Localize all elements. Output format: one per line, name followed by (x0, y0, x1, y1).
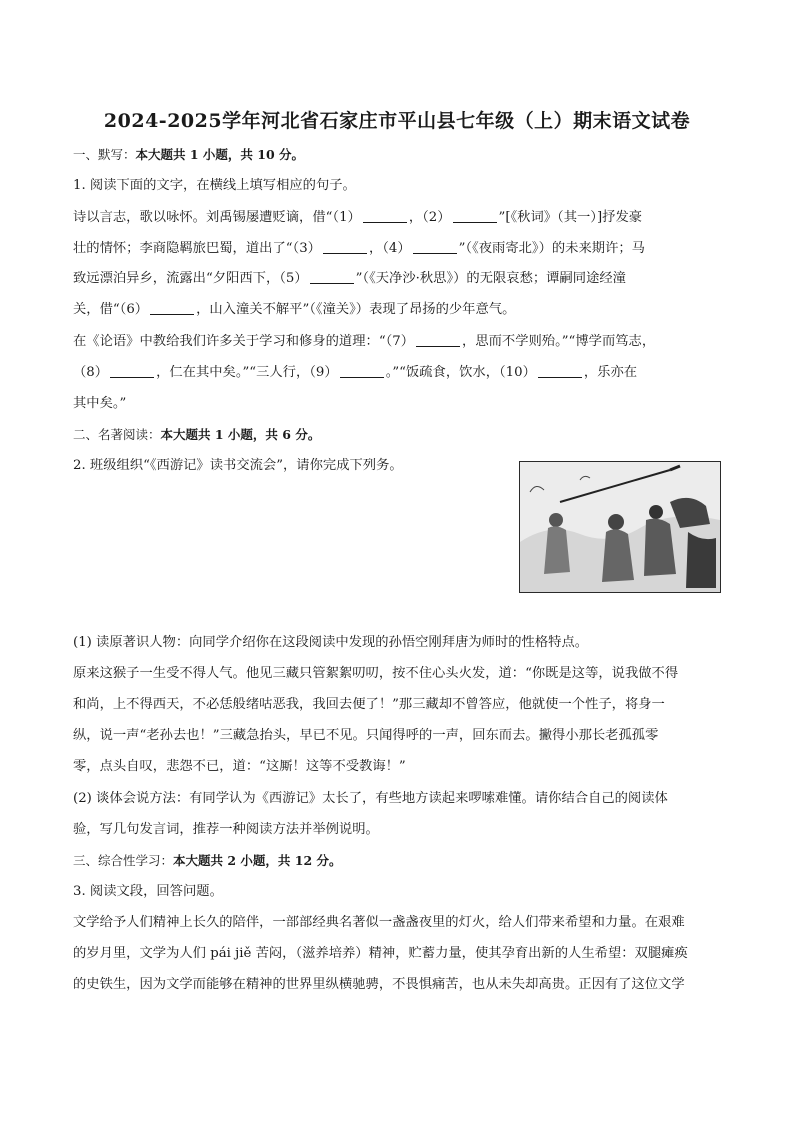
answer-blank-8[interactable] (110, 365, 154, 378)
q1-text: 致远漂泊异乡，流露出“夕阳西下，（5） (73, 271, 308, 286)
section-3-info: 本大题共 2 小题，共 12 分。 (173, 853, 342, 868)
answer-blank-2[interactable] (453, 210, 497, 223)
q1-line-7: 其中矣。” (73, 396, 127, 411)
q1-text: ，（2） (408, 210, 451, 225)
q2-prompt: 2. 班级组织“《西游记》读书交流会”，请你完成下列务。 (73, 458, 403, 473)
journey-west-illustration (519, 461, 721, 593)
answer-blank-4[interactable] (413, 241, 457, 254)
exam-title: 2024-2025学年河北省石家庄市平山县七年级（上）期末语文试卷 (103, 110, 691, 132)
ink-drawing-image (520, 462, 720, 592)
section-3-heading (73, 852, 342, 870)
answer-blank-1[interactable] (363, 210, 407, 223)
q2-sub-question-1: (1) 读原著识人物：向同学介绍你在这段阅读中发现的孙悟空刚拜唐为师时的性格特点。 (73, 635, 589, 650)
q1-line-6 (73, 364, 637, 382)
q1-line-5 (73, 333, 655, 351)
q1-text: ，（4） (368, 241, 411, 256)
section-1-heading (73, 146, 304, 164)
q2-sub-question-2-cont: 验，写几句发言词，推荐一种阅读方法并举例说明。 (73, 822, 379, 837)
section-3-label: 三、综合性学习： (73, 853, 174, 868)
q1-text: 诗以言志，歌以咏怀。刘禹锡屡遭贬谪，借“（1） (73, 210, 361, 225)
section-2-info: 本大题共 1 小题，共 6 分。 (160, 427, 321, 442)
q3-passage-line-3: 的史铁生，因为文学而能够在精神的世界里纵横驰骋，不畏惧痛苦，也从未失却高贵。正因有了这位文学 (73, 977, 685, 992)
q3-prompt: 3. 阅读文段，回答问题。 (73, 884, 223, 899)
section-2-heading (73, 426, 320, 444)
q1-prompt: 1. 阅读下面的文字，在横线上填写相应的句子。 (73, 178, 356, 193)
q1-text: 壮的情怀；李商隐羁旅巴蜀，道出了“（3） (73, 241, 321, 256)
q3-passage-line-2: 的岁月里，文学为人们 pái jiě 苦闷，（滋养培养）精神，贮蓄力量，使其孕育出新的人生希望：双腿瘫痪 (73, 946, 688, 961)
q2-passage-line-3: 纵，说一声“老孙去也！”三藏急抬头，早已不见。只闻得呼的一声，回东而去。撇得小那长老孤孤零 (73, 728, 659, 743)
answer-blank-10[interactable] (538, 365, 582, 378)
answer-blank-5[interactable] (310, 271, 354, 284)
q1-text: ”（《天净沙·秋思》）的无限哀愁；谭嗣同途经潼 (355, 271, 626, 286)
answer-blank-6[interactable] (150, 302, 194, 315)
section-1-info: 本大题共 1 小题，共 10 分。 (135, 147, 305, 162)
section-1-label: 一、默写： (73, 147, 136, 162)
answer-blank-7[interactable] (416, 334, 460, 347)
q1-line-4 (73, 301, 515, 319)
q1-text: ”[《秋词》（其一）]抒发豪 (498, 210, 643, 225)
q1-text: ，思而不学则殆。”“博学而笃志， (462, 334, 656, 349)
q2-passage-line-4: 零，点头自叹，悲怨不已，道：“这厮！这等不受教诲！” (73, 759, 406, 774)
q2-passage-line-2: 和尚，上不得西天，不必恁般绪咕恶我，我回去便了！”那三藏却不曾答应，他就使一个性子，将身一 (73, 697, 665, 712)
q2-passage-line-1: 原来这猴子一生受不得人气。他见三藏只管絮絮叨叨，按不住心头火发，道：“你既是这等，说我做不得 (73, 666, 679, 681)
q1-text: 。”“饭疏食，饮水，（10） (385, 365, 536, 380)
answer-blank-9[interactable] (340, 365, 384, 378)
q1-text: （8） (73, 365, 109, 380)
answer-blank-3[interactable] (323, 241, 367, 254)
q1-text: ，仁在其中矣。”“三人行，（9） (156, 365, 338, 380)
q2-sub-question-2: (2) 谈体会说方法：有同学认为《西游记》太长了，有些地方读起来啰嗦难懂。请你结合自己的阅读体 (73, 791, 668, 806)
q1-text: 在《论语》中教给我们许多关于学习和修身的道理：“（7） (73, 334, 415, 349)
q1-line-2 (73, 240, 645, 258)
q1-text: ，山入潼关不解平”（《潼关》）表现了昂扬的少年意气。 (196, 302, 516, 317)
q1-text: ，乐亦在 (583, 365, 638, 380)
q1-text: ”（《夜雨寄北》）的未来期许；马 (458, 241, 645, 256)
q3-passage-line-1: 文学给予人们精神上长久的陪伴，一部部经典名著似一盏盏夜里的灯火，给人们带来希望和力量。在艰难 (73, 915, 685, 930)
q1-text: 关，借“（6） (73, 302, 149, 317)
section-2-label: 二、名著阅读： (73, 427, 161, 442)
q1-line-3 (73, 270, 626, 288)
q1-line-1 (73, 209, 642, 227)
